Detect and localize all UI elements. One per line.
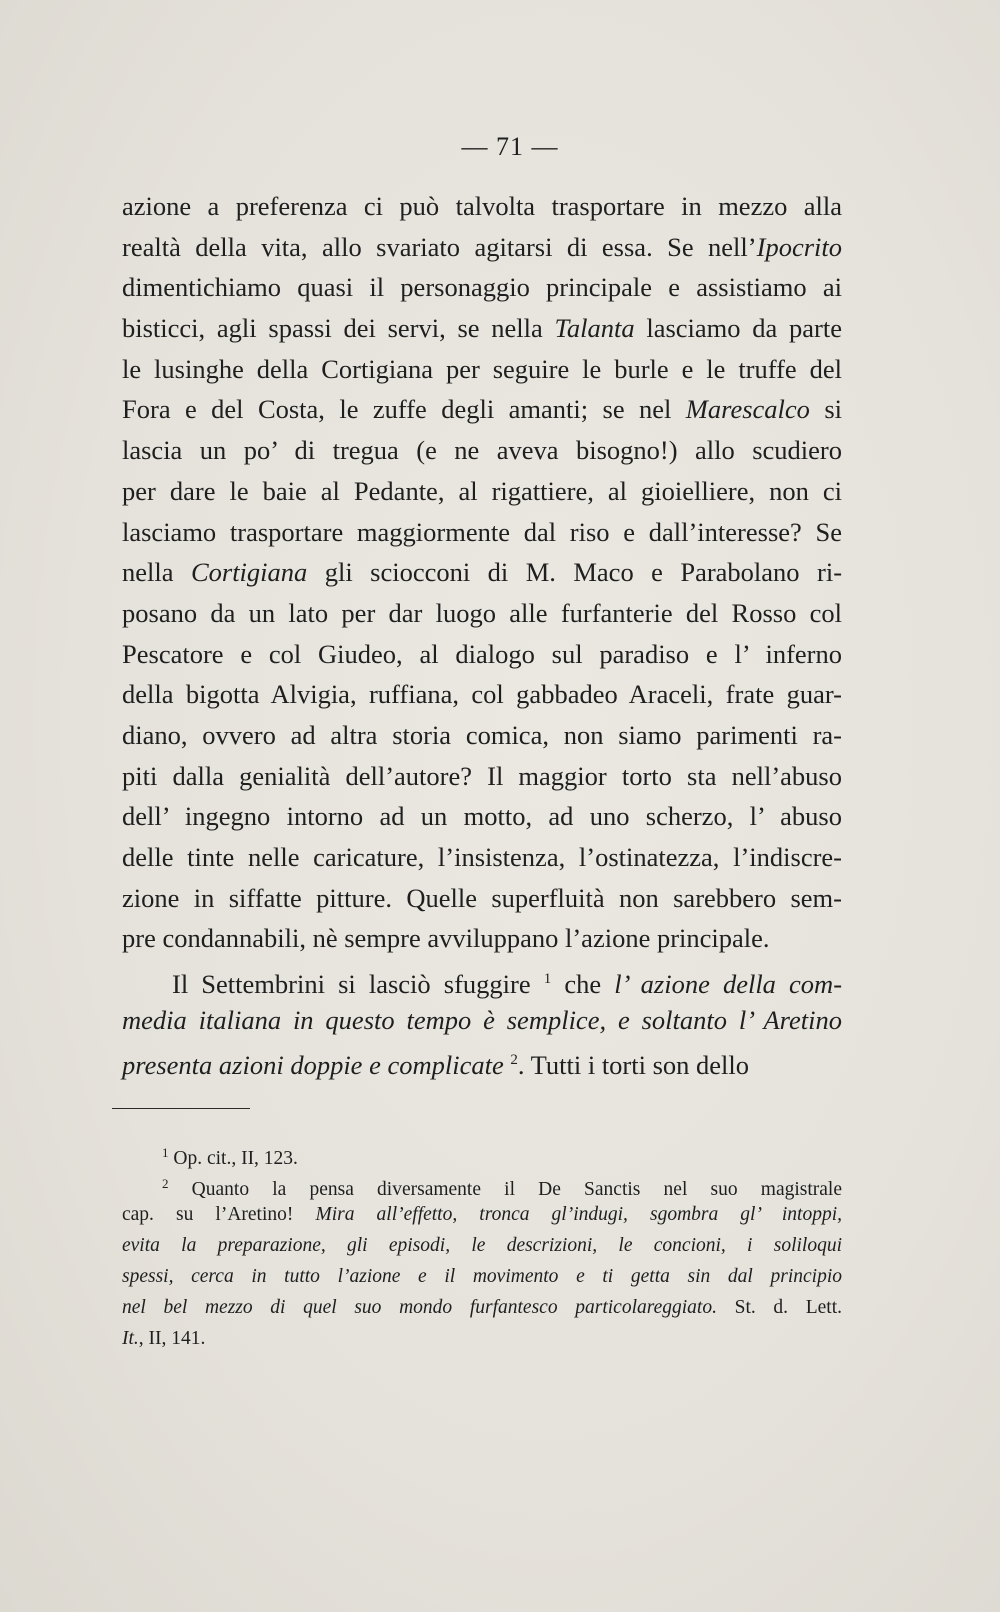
text-line: piti dalla genialità dell’autore? Il maggior torto sta nell’abuso [122, 760, 842, 791]
text-line: diano, ovvero ad altra storia comica, non siamo parimenti ra- [122, 719, 842, 750]
text-line: pre condannabili, nè sempre avviluppano l’azione principale. [122, 923, 770, 954]
footnote-line: nel bel mezzo di quel suo mondo furfantesco particolareggiato. St. d. Lett. [122, 1297, 842, 1318]
text-line: della bigotta Alvigia, ruffiana, col gabbadeo Araceli, frate guar- [122, 679, 842, 710]
footnote-line: spessi, cerca in tutto l’azione e il movimento e ti getta sin dal principio [122, 1266, 842, 1287]
footnote-line: It., II, 141. [122, 1328, 206, 1349]
text-line: nella Cortigiana gli sciocconi di M. Maco e Parabolano ri- [122, 557, 843, 588]
body-text [122, 186, 842, 1081]
text-line: bisticci, agli spassi dei servi, se nella Talanta lasciamo da parte [122, 313, 842, 344]
text-line: realtà della vita, allo svariato agitarsi di essa. Se nell’Ipocrito [122, 231, 842, 262]
text-line: Pescatore e col Giudeo, al dialogo sul paradiso e l’ inferno [122, 638, 842, 669]
text-line: presenta azioni doppie e complicate $^2$. Tutti i torti son dello [122, 1050, 750, 1081]
text-line: delle tinte nelle caricature, l’insistenza, l’ostinatezza, l’indiscre- [122, 842, 842, 872]
title-marescalco: Marescalco [685, 394, 810, 425]
title-ipocrito: Ipocrito [756, 231, 842, 262]
title-cortigiana: Cortigiana [190, 557, 308, 588]
text-line: lascia un po’ di tregua (e ne aveva bisogno!) allo scudiero [122, 435, 842, 466]
text-line: zione in siffatte pitture. Quelle superfluità non sarebbero sem- [122, 882, 842, 913]
footnote-number: 1 [162, 1145, 169, 1160]
text-line: Il Settembrini si lasciò sfuggire $^1$ che l’ azione della com- [172, 969, 843, 1000]
text-line: dell’ ingegno intorno ad un motto, ad uno scherzo, l’ abuso [122, 801, 842, 832]
text-line: per dare le baie al Pedante, al rigattiere, al gioielliere, non ci [122, 475, 842, 506]
footnote-line: evita la preparazione, gli episodi, le descrizioni, le concioni, i soliloqui [122, 1235, 842, 1256]
quotation: presenta azioni doppie e complicate [122, 1050, 504, 1081]
page-number: — 71 — [461, 132, 559, 161]
footnote-ref: 1 [543, 971, 552, 988]
footnote-line: cap. su l’Aretino! Mira all’effetto, tronca gl’indugi, sgombra gl’ intoppi, [122, 1204, 843, 1225]
footnote-2: $^2$ Quanto la pensa diversamente il De Sanctis nel suo magistrale [162, 1176, 842, 1200]
quotation: l’ azione della com- [614, 969, 843, 1000]
footnote-rule [112, 1108, 250, 1109]
footnotes [122, 1137, 842, 1354]
footnote-ref: 2 [510, 1052, 518, 1069]
text-line: azione a preferenza ci può talvolta trasportare in mezzo alla [122, 191, 842, 221]
footnote-number: 2 [162, 1176, 169, 1191]
text-line: lasciamo trasportare maggiormente dal riso e dall’interesse? Se [122, 516, 842, 547]
text-line: dimentichiamo quasi il personaggio principale e assistiamo ai [122, 272, 842, 303]
text-line: Fora e del Costa, le zuffe degli amanti; se nel Marescalco si [122, 394, 843, 425]
text-line: media italiana in questo tempo è semplice, e soltanto l’ Aretino [122, 1004, 842, 1035]
title-talanta: Talanta [554, 313, 635, 344]
footnote-1: $^1$ Op. cit., II, 123. [162, 1145, 298, 1169]
text-line: le lusinghe della Cortigiana per seguire le burle e le truffe del [122, 353, 842, 384]
text-line: posano da un lato per dar luogo alle furfanterie del Rosso col [122, 597, 842, 628]
